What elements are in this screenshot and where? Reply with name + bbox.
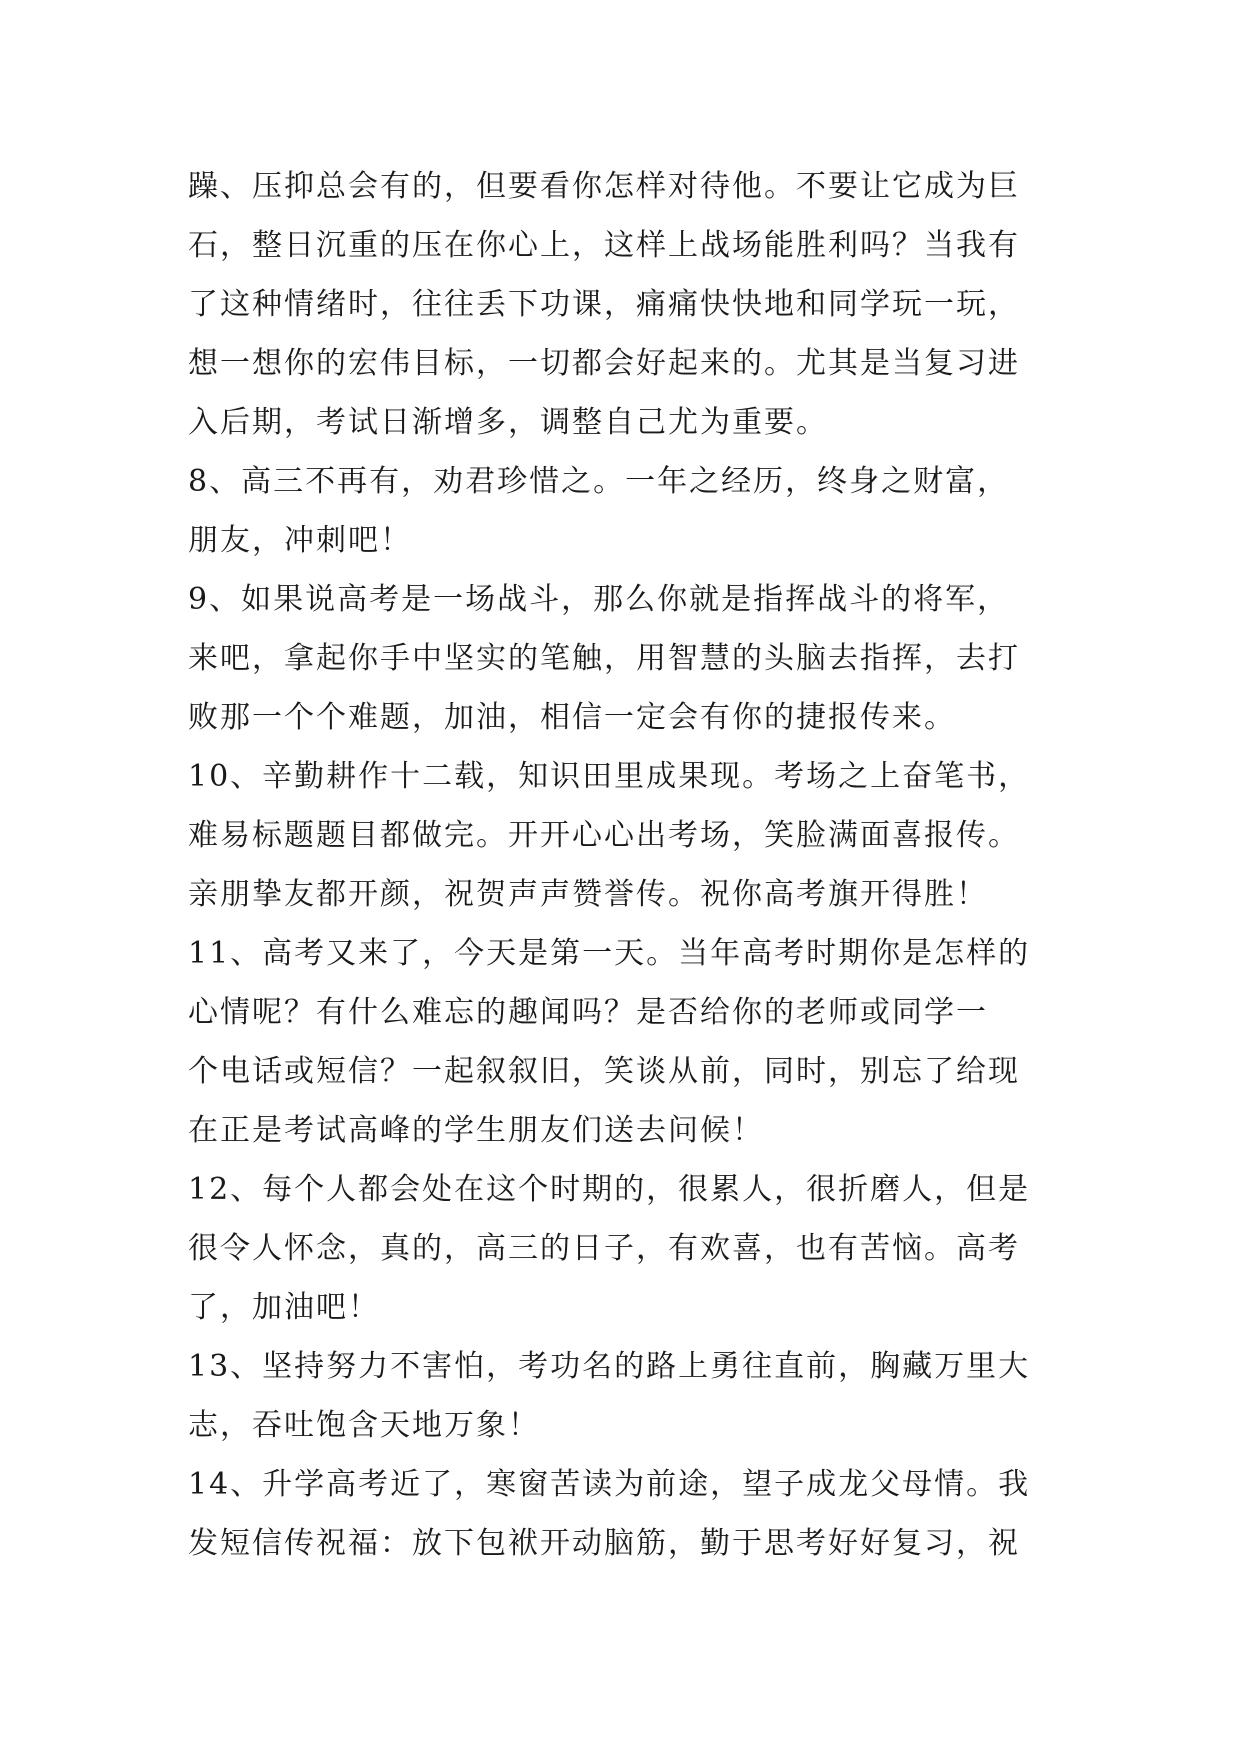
text-line: 来吧，拿起你手中坚实的笔触，用智慧的头脑去指挥，去打 — [188, 641, 1020, 676]
text-line: 心情呢？有什么难忘的趣闻吗？是否给你的老师或同学一 — [188, 995, 988, 1030]
item-12-line: 12、每个人都会处在这个时期的，很累人，很折磨人，但是 — [188, 1172, 1031, 1207]
item-10-line: 10、辛勤耕作十二载，知识田里成果现。考场之上奋笔书， — [188, 759, 1031, 794]
body-text — [188, 157, 1068, 1573]
text-line: 亲朋挚友都开颜，祝贺声声赞誉传。祝你高考旗开得胜！ — [188, 877, 988, 912]
text-line: 了，加油吧！ — [188, 1290, 380, 1325]
item-8-line: 8、高三不再有，劝君珍惜之。一年之经历，终身之财富， — [188, 464, 1010, 499]
text-line: 难易标题题目都做完。开开心心出考场，笑脸满面喜报传。 — [188, 818, 1020, 853]
text-line: 朋友，冲刺吧！ — [188, 523, 412, 558]
text-line: 个电话或短信？一起叙叙旧，笑谈从前，同时，别忘了给现 — [188, 1054, 1020, 1089]
text-line: 志，吞吐饱含天地万象！ — [188, 1408, 540, 1443]
item-9-line: 9、如果说高考是一场战斗，那么你就是指挥战斗的将军， — [188, 582, 1010, 617]
item-13-line: 13、坚持努力不害怕，考功名的路上勇往直前，胸藏万里大 — [188, 1349, 1031, 1384]
text-line: 发短信传祝福：放下包袱开动脑筋，勤于思考好好复习，祝 — [188, 1526, 1020, 1561]
item-11-line: 11、高考又来了，今天是第一天。当年高考时期你是怎样的 — [188, 936, 1031, 971]
text-line: 躁、压抑总会有的，但要看你怎样对待他。不要让它成为巨 — [188, 169, 1020, 204]
text-line: 了这种情绪时，往往丢下功课，痛痛快快地和同学玩一玩， — [188, 287, 1020, 322]
item-14-line: 14、升学高考近了，寒窗苦读为前途，望子成龙父母情。我 — [188, 1467, 1031, 1502]
text-line: 想一想你的宏伟目标，一切都会好起来的。尤其是当复习进 — [188, 346, 1020, 381]
text-line: 石，整日沉重的压在你心上，这样上战场能胜利吗？当我有 — [188, 228, 1020, 263]
text-line: 在正是考试高峰的学生朋友们送去问候！ — [188, 1113, 764, 1148]
text-line: 很令人怀念，真的，高三的日子，有欢喜，也有苦恼。高考 — [188, 1231, 1020, 1266]
text-line: 入后期，考试日渐增多，调整自己尤为重要。 — [188, 405, 828, 440]
text-line: 败那一个个难题，加油，相信一定会有你的捷报传来。 — [188, 700, 956, 735]
